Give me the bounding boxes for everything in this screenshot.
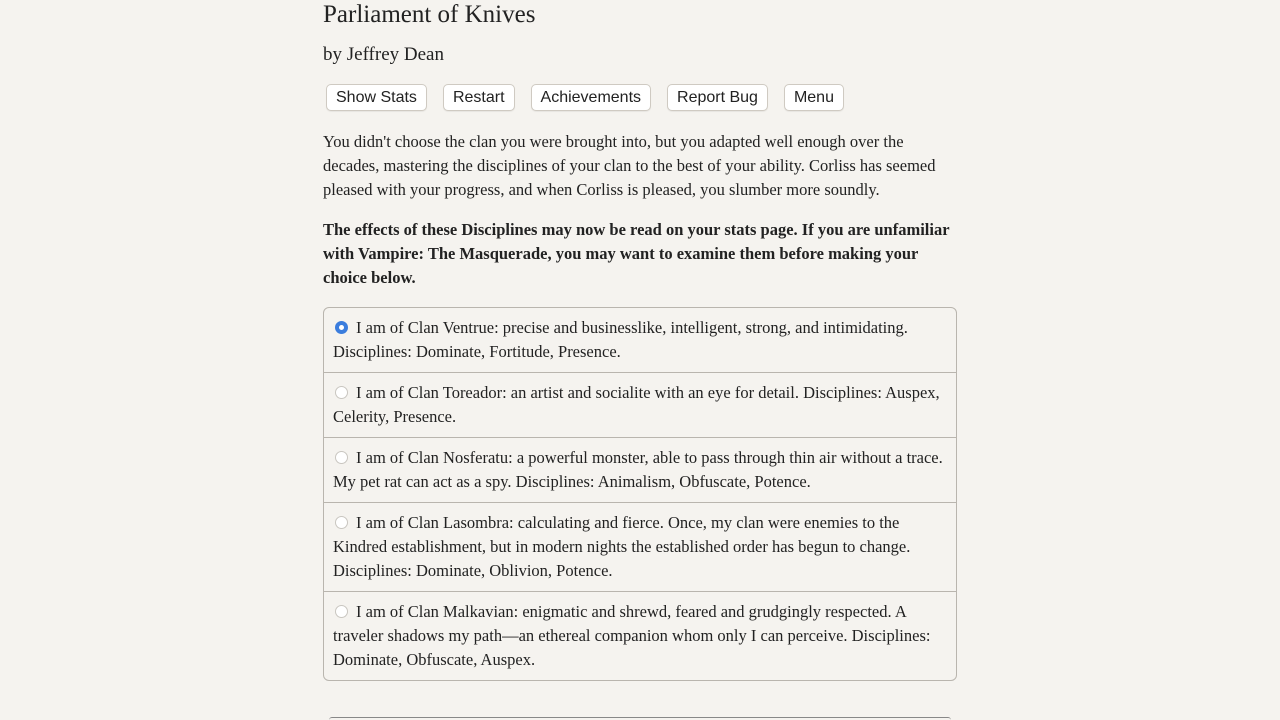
choice-lasombra[interactable] xyxy=(324,502,956,591)
choice-label: I am of Clan Nosferatu: a powerful monster, able to pass through thin air without a trace. My pet rat can act as a spy. Disciplines: Animalism, Obfuscate, Potence. xyxy=(333,448,943,491)
menu-button[interactable]: Menu xyxy=(784,84,844,111)
choice-malkavian[interactable] xyxy=(324,591,956,680)
choice-label: I am of Clan Malkavian: enigmatic and shrewd, feared and grudgingly respected. A traveler shadows my path—an ethereal companion whom only I can perceive. Disciplines: Dominate, Obfuscate, Auspex. xyxy=(333,602,931,669)
choice-label: I am of Clan Toreador: an artist and socialite with an eye for detail. Disciplines: Auspex, Celerity, Presence. xyxy=(333,383,940,426)
radio-button-selected[interactable] xyxy=(335,321,348,334)
choice-label: I am of Clan Ventrue: precise and businesslike, intelligent, strong, and intimidating. Disciplines: Dominate, Fortitude, Presence. xyxy=(333,318,908,361)
game-title: Parliament of Knives xyxy=(323,1,536,28)
radio-button[interactable] xyxy=(335,605,348,618)
choice-list xyxy=(323,307,957,681)
show-stats-button[interactable]: Show Stats xyxy=(326,84,427,111)
story-page xyxy=(323,0,957,681)
game-author: by Jeffrey Dean xyxy=(323,44,444,65)
choice-label: I am of Clan Lasombra: calculating and fierce. Once, my clan were enemies to the Kindred establishment, but in modern nights the established order has begun to change. Disciplines: Dominate, Oblivion, Potence. xyxy=(333,513,911,580)
story-intro: You didn't choose the clan you were brought into, but you adapted well enough over the decades, mastering the disciplines of your clan to the best of your ability. Corliss has seemed pleased with your progress, and when Corliss is pleased, you slumber more soundly. xyxy=(323,132,936,199)
radio-button[interactable] xyxy=(335,516,348,529)
stats-notice: The effects of these Disciplines may now be read on your stats page. If you are unfamiliar with Vampire: The Masquerade, you may want to examine them before making your choice below. xyxy=(323,220,950,287)
restart-button[interactable]: Restart xyxy=(443,84,515,111)
radio-button[interactable] xyxy=(335,386,348,399)
choice-ventrue[interactable] xyxy=(324,308,956,372)
report-bug-button[interactable]: Report Bug xyxy=(667,84,768,111)
choice-nosferatu[interactable] xyxy=(324,437,956,502)
radio-button[interactable] xyxy=(335,451,348,464)
choice-toreador[interactable] xyxy=(324,372,956,437)
achievements-button[interactable]: Achievements xyxy=(531,84,652,111)
toolbar xyxy=(323,84,957,114)
